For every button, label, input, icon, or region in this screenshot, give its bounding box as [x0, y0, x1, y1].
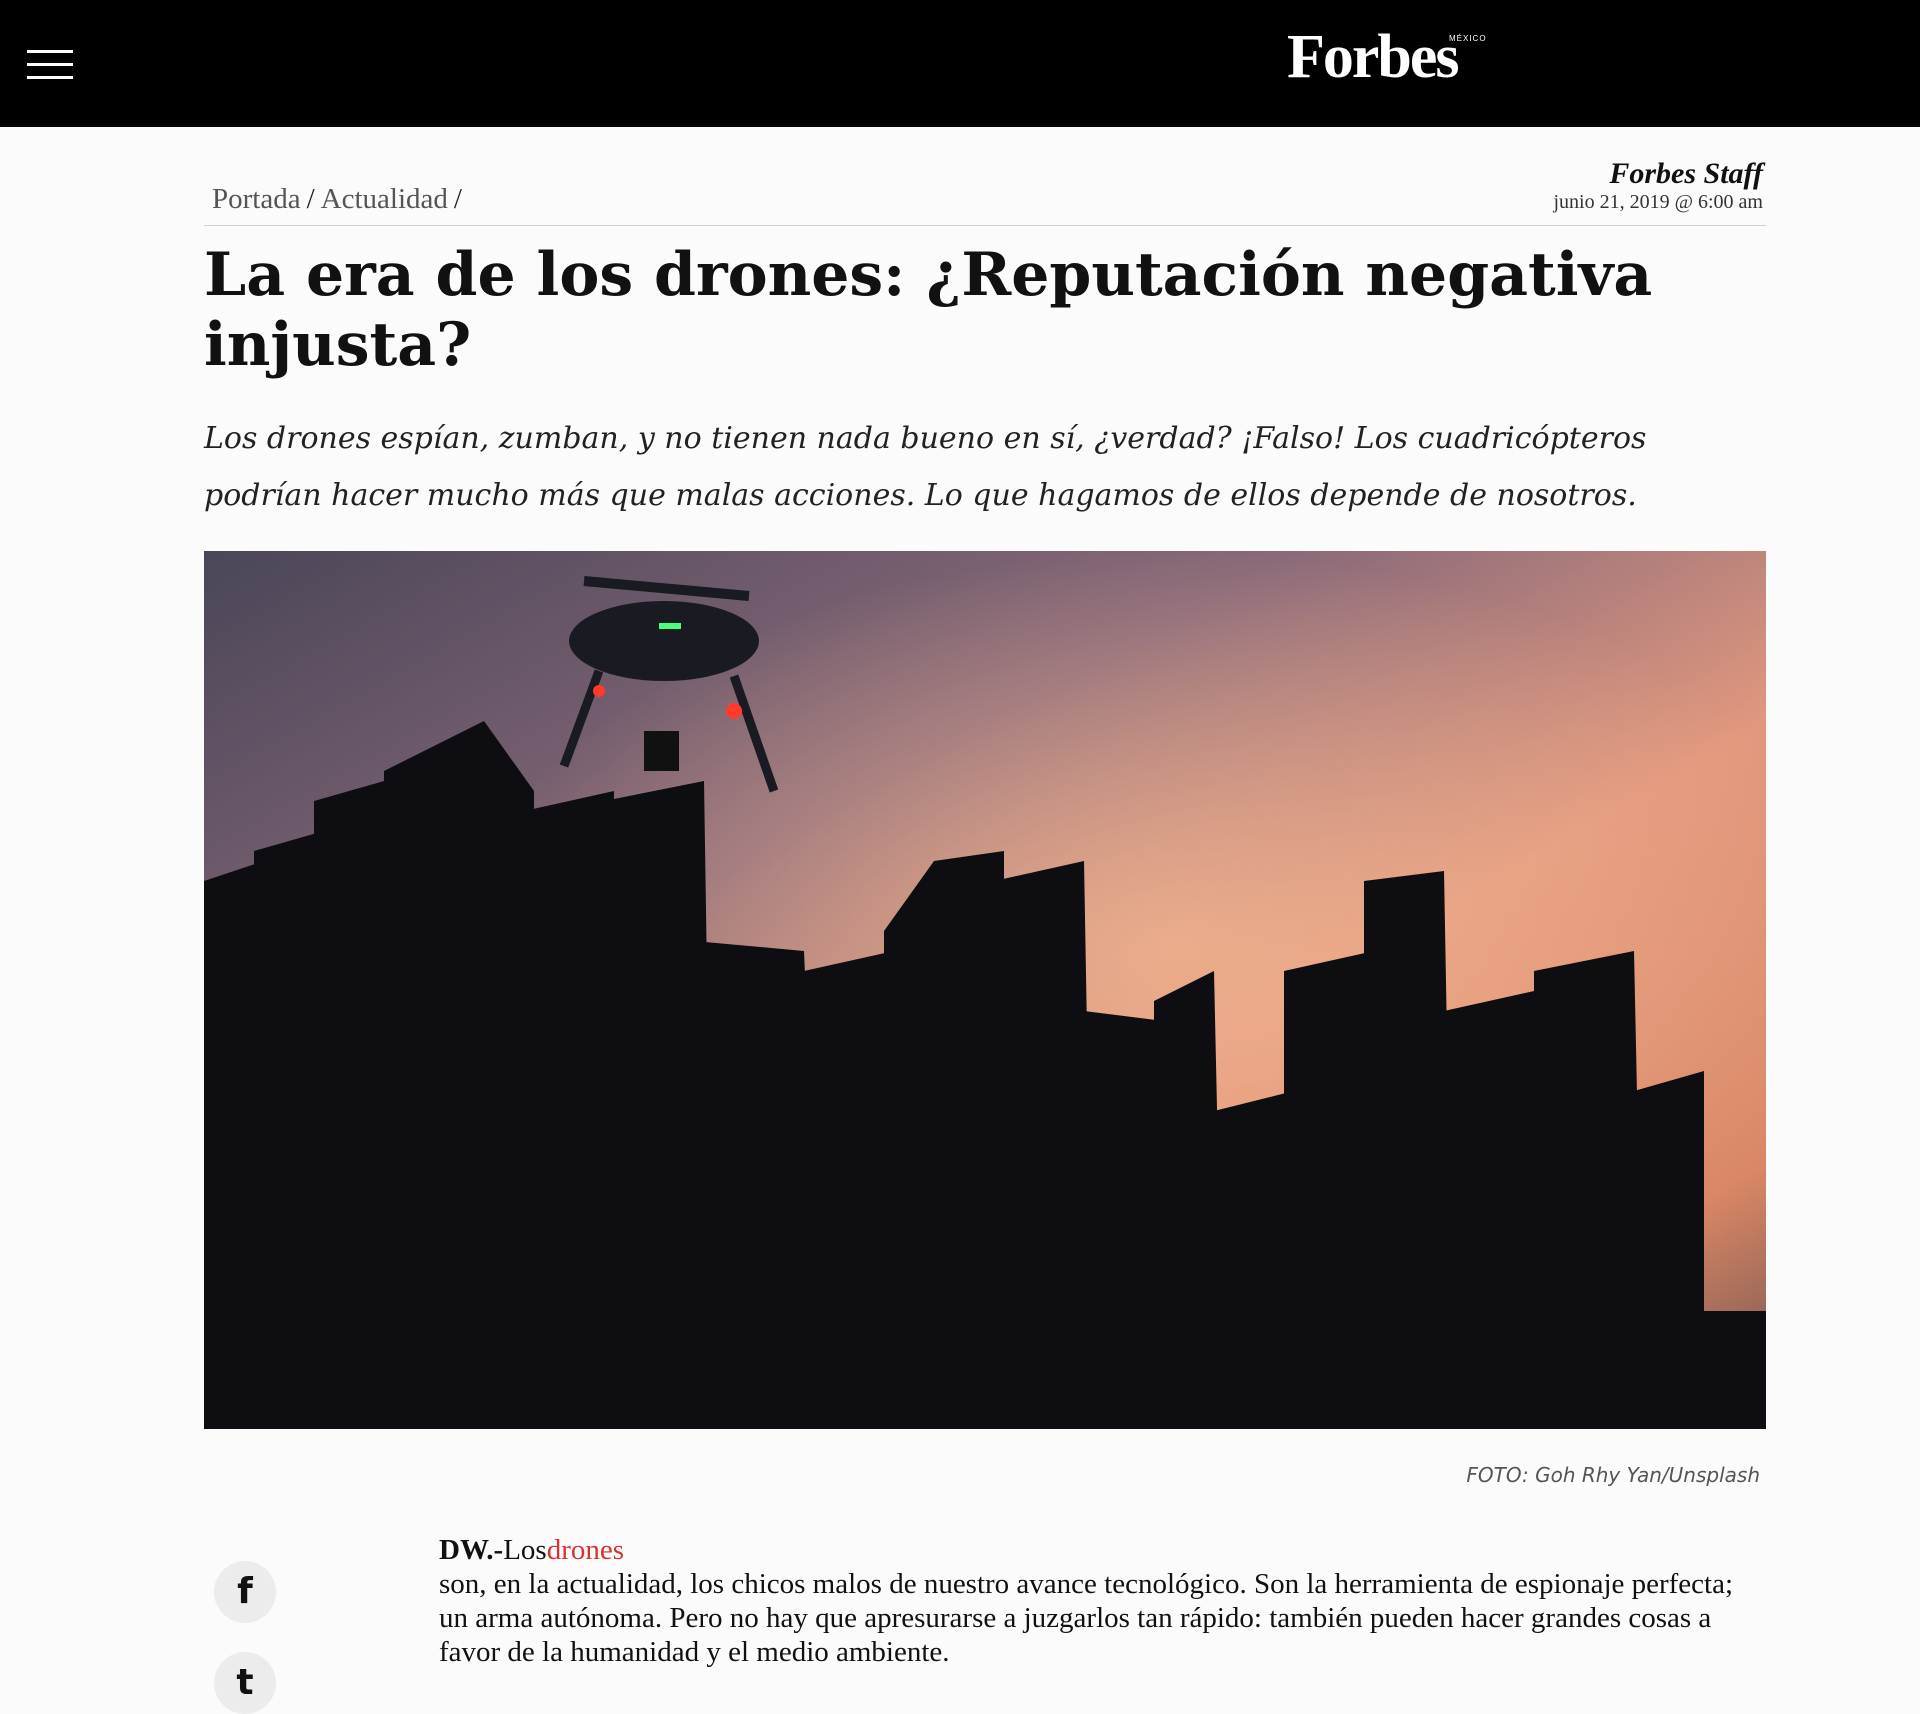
author-name[interactable]: Forbes Staff	[1609, 157, 1763, 190]
publish-date: junio 21, 2019 @ 6:00 am	[1553, 191, 1763, 213]
article-title: La era de los drones: ¿Reputación negativa injusta?	[204, 240, 1653, 380]
logo-region: MÉXICO	[1449, 34, 1487, 43]
article-dek: Los drones espían, zumban, y no tienen nada bueno en sí, ¿verdad? ¡Falso! Los cuadricópteros podrían hacer mucho más que malas acciones. Lo que hagamos de ellos depende de nosotros.	[204, 421, 1647, 513]
article-body	[439, 1533, 1769, 1669]
facebook-icon: f	[237, 1571, 253, 1612]
author-block	[1553, 158, 1763, 214]
drones-link[interactable]: drones	[546, 1534, 625, 1566]
hero-image	[204, 551, 1766, 1429]
header-divider	[204, 225, 1766, 226]
twitter-icon: t	[236, 1662, 254, 1703]
breadcrumb-item-portada[interactable]: Portada	[212, 183, 301, 215]
source-label: DW.-	[439, 1534, 504, 1566]
body-paragraph: son, en la actualidad, los chicos malos de nuestro avance tecnológico. Son la herramienta de espionaje perfecta; un arma autónoma. Pero no hay que apresurarse a juzgarlos tan rápido: también pueden hacer grandes cosas a favor de la humanidad y el medio ambiente.	[439, 1568, 1734, 1668]
breadcrumb-separator: /	[306, 183, 315, 215]
share-twitter-button[interactable]	[214, 1652, 276, 1714]
hamburger-menu-icon[interactable]	[27, 50, 73, 80]
drone-skyline-photo	[204, 551, 1766, 1429]
breadcrumb-separator: /	[453, 183, 462, 215]
breadcrumb	[212, 183, 468, 216]
logo-wordmark: Forbes	[1287, 23, 1458, 91]
forbes-logo[interactable]	[1287, 22, 1507, 92]
share-facebook-button[interactable]	[214, 1561, 276, 1623]
body-first-line	[439, 1533, 1769, 1567]
breadcrumb-item-actualidad[interactable]: Actualidad	[320, 183, 448, 215]
image-caption: FOTO: Goh Rhy Yan/Unsplash	[1466, 1463, 1760, 1487]
body-lead: Los	[503, 1534, 547, 1566]
top-navigation-bar	[0, 0, 1920, 127]
